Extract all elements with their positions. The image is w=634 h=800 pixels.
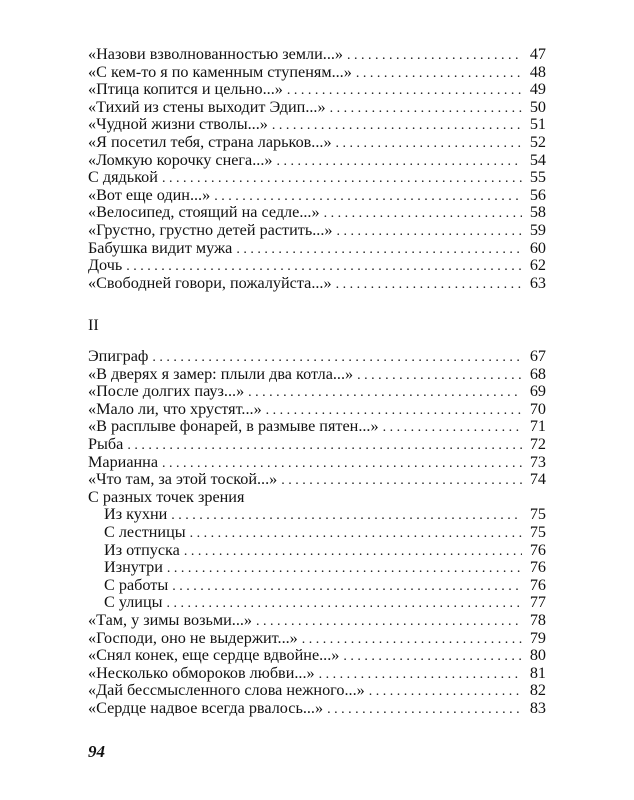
toc-entry-page: 54 — [529, 150, 546, 169]
toc-entry-page: 51 — [529, 115, 546, 134]
toc-entry-title: «После долгих пауз...» — [88, 382, 245, 401]
dot-leader — [127, 437, 522, 455]
dot-leader — [248, 384, 522, 402]
dot-leader — [327, 701, 522, 719]
toc-subentry — [88, 559, 546, 577]
toc-entry-title: Дочь — [88, 256, 123, 275]
toc-entry-title: «Мало ли, что хрустят...» — [88, 399, 262, 418]
toc-entry — [88, 222, 546, 240]
toc-entry-title: «Птица копится и цельно...» — [88, 80, 283, 99]
toc-entry — [88, 612, 546, 630]
toc-entry-title: «Несколько обмороков любви...» — [88, 663, 315, 682]
toc-entry-page: 80 — [529, 646, 546, 665]
toc-entry-title: С улицы — [104, 593, 163, 612]
toc-entry — [88, 418, 546, 436]
dot-leader — [324, 205, 522, 223]
toc-entry-page: 72 — [529, 434, 546, 453]
toc-entry — [88, 489, 546, 507]
toc-entry-title: «Что там, за этой тоской...» — [88, 470, 278, 489]
toc-entry — [88, 401, 546, 419]
toc-entry-title: С работы — [104, 575, 169, 594]
toc-entry-page: 60 — [529, 238, 546, 257]
toc-entry-page: 58 — [529, 203, 546, 222]
toc-entry-title: С разных точек зрения — [88, 487, 245, 506]
toc-entry-page: 55 — [529, 168, 546, 187]
toc-entry — [88, 436, 546, 454]
toc-entry-page: 47 — [529, 45, 546, 63]
toc-entry-page: 59 — [529, 220, 546, 239]
toc-subentry — [88, 524, 546, 542]
toc-entry-page: 73 — [529, 452, 546, 471]
toc-entry — [88, 116, 546, 134]
toc-entry-title: «Вот еще один...» — [88, 185, 211, 204]
toc-entry-page: 48 — [529, 62, 546, 81]
toc-entry-page: 78 — [529, 610, 546, 629]
toc-entry — [88, 630, 546, 648]
dot-leader — [343, 648, 522, 666]
toc-entry — [88, 647, 546, 665]
toc-entry-title: «С кем-то я по каменным ступеням...» — [88, 62, 352, 81]
toc-entry-page: 75 — [529, 522, 546, 541]
toc-entry-page: 52 — [529, 132, 546, 151]
toc-entry-page: 79 — [529, 628, 546, 647]
toc-entry — [88, 275, 546, 293]
toc-entry-title: «Ломкую корочку снега...» — [88, 150, 273, 169]
toc-entry-title: Из отпуска — [104, 540, 180, 559]
toc-entry-page: 74 — [529, 470, 546, 489]
toc-entry-page: 75 — [529, 505, 546, 524]
toc-entry-page: 71 — [529, 417, 546, 436]
toc-entry-title: Рыба — [88, 434, 124, 453]
toc-entry-page: 70 — [529, 399, 546, 418]
page-number: 94 — [88, 742, 105, 761]
dot-leader — [167, 560, 522, 578]
toc-entry-page: 63 — [529, 273, 546, 292]
dot-leader — [369, 683, 522, 701]
dot-leader — [236, 241, 522, 259]
dot-leader — [383, 419, 522, 437]
toc-entry — [88, 383, 546, 401]
toc-entry-title: Марианна — [88, 452, 159, 471]
toc-entry — [88, 257, 546, 275]
dot-leader — [336, 135, 522, 153]
toc-entry-title: С лестницы — [104, 522, 186, 541]
dot-leader — [356, 65, 522, 83]
toc-entry-page: 62 — [529, 256, 546, 275]
toc-entry — [88, 187, 546, 205]
toc-entry-title: «Грустно, грустно детей растить...» — [88, 220, 333, 239]
toc-entry-title: «Господи, оно не выдержит...» — [88, 628, 298, 647]
toc-subentry — [88, 506, 546, 524]
toc-subentry — [88, 577, 546, 595]
toc-entry — [88, 46, 546, 64]
toc-entry-page: 82 — [529, 681, 546, 700]
toc-entry-title: Бабушка видит мужа — [88, 238, 233, 257]
dot-leader — [347, 47, 522, 65]
toc-entry — [88, 665, 546, 683]
toc-entry-page: 77 — [529, 593, 546, 612]
toc-entry-title: «Снял конек, еще сердце вдвойне...» — [88, 646, 340, 665]
dot-leader — [184, 543, 522, 561]
toc-entry-title: «Там, у зимы возьми...» — [88, 610, 253, 629]
dot-leader — [357, 367, 522, 385]
toc-entry-page: 49 — [529, 80, 546, 99]
toc-entry — [88, 169, 546, 187]
toc-entry — [88, 240, 546, 258]
toc-entry-title: Изнутри — [104, 558, 163, 577]
toc-entry-page: 76 — [529, 575, 546, 594]
toc-entry-page: 56 — [529, 185, 546, 204]
toc-entry-page: 76 — [529, 540, 546, 559]
toc-entry-title: «Сердце надвое всегда рвалось...» — [88, 698, 324, 717]
toc-entry-page: 50 — [529, 97, 546, 116]
toc-entry-title: «Свободней говори, пожалуйста...» — [88, 273, 332, 292]
toc-entry — [88, 348, 546, 366]
toc-entry-title: «Назови взволнованностью земли...» — [88, 45, 344, 63]
toc-subentry — [88, 594, 546, 612]
dot-leader — [152, 349, 522, 367]
dot-leader — [276, 153, 522, 171]
toc-entry-title: «Чудной жизни стволы...» — [88, 115, 268, 134]
dot-leader — [162, 170, 522, 188]
toc-entry-page: 76 — [529, 558, 546, 577]
toc-entry — [88, 204, 546, 222]
dot-leader — [330, 100, 522, 118]
toc-entry — [88, 99, 546, 117]
dot-leader — [172, 578, 522, 596]
toc-entry-title: «Велосипед, стоящий на седле...» — [88, 203, 320, 222]
dot-leader — [190, 525, 522, 543]
toc-entry-title: «Дай бессмысленного слова нежного...» — [88, 681, 365, 700]
toc-entry — [88, 700, 546, 718]
toc-section-2 — [88, 348, 546, 717]
toc-entry-title: Эпиграф — [88, 347, 149, 365]
toc-subentry — [88, 542, 546, 560]
toc-entry — [88, 81, 546, 99]
toc-section-1 — [88, 46, 546, 292]
dot-leader — [171, 507, 522, 525]
toc-entry — [88, 682, 546, 700]
toc-entry — [88, 134, 546, 152]
toc-entry — [88, 366, 546, 384]
toc-entry-page: 81 — [529, 663, 546, 682]
toc-entry-title: «Тихий из стены выходит Эдип...» — [88, 97, 326, 116]
section-heading: II — [88, 316, 99, 334]
toc-entry-page: 68 — [529, 364, 546, 383]
toc-entry-page: 67 — [529, 347, 546, 365]
toc-entry — [88, 471, 546, 489]
toc-entry — [88, 152, 546, 170]
toc-entry-title: «Я посетил тебя, страна ларьков...» — [88, 132, 332, 151]
toc-entry-page: 69 — [529, 382, 546, 401]
dot-leader — [336, 223, 522, 241]
dot-leader — [281, 472, 522, 490]
toc-entry — [88, 454, 546, 472]
toc-entry-title: Из кухни — [104, 505, 168, 524]
dot-leader — [256, 613, 522, 631]
toc-entry-page: 83 — [529, 698, 546, 717]
toc-entry-title: «В дверях я замер: плыли два котла...» — [88, 364, 354, 383]
toc-entry-title: «В расплыве фонарей, в размыве пятен...» — [88, 417, 379, 436]
toc-entry — [88, 64, 546, 82]
toc-entry-title: С дядькой — [88, 168, 158, 187]
dot-leader — [336, 276, 522, 294]
